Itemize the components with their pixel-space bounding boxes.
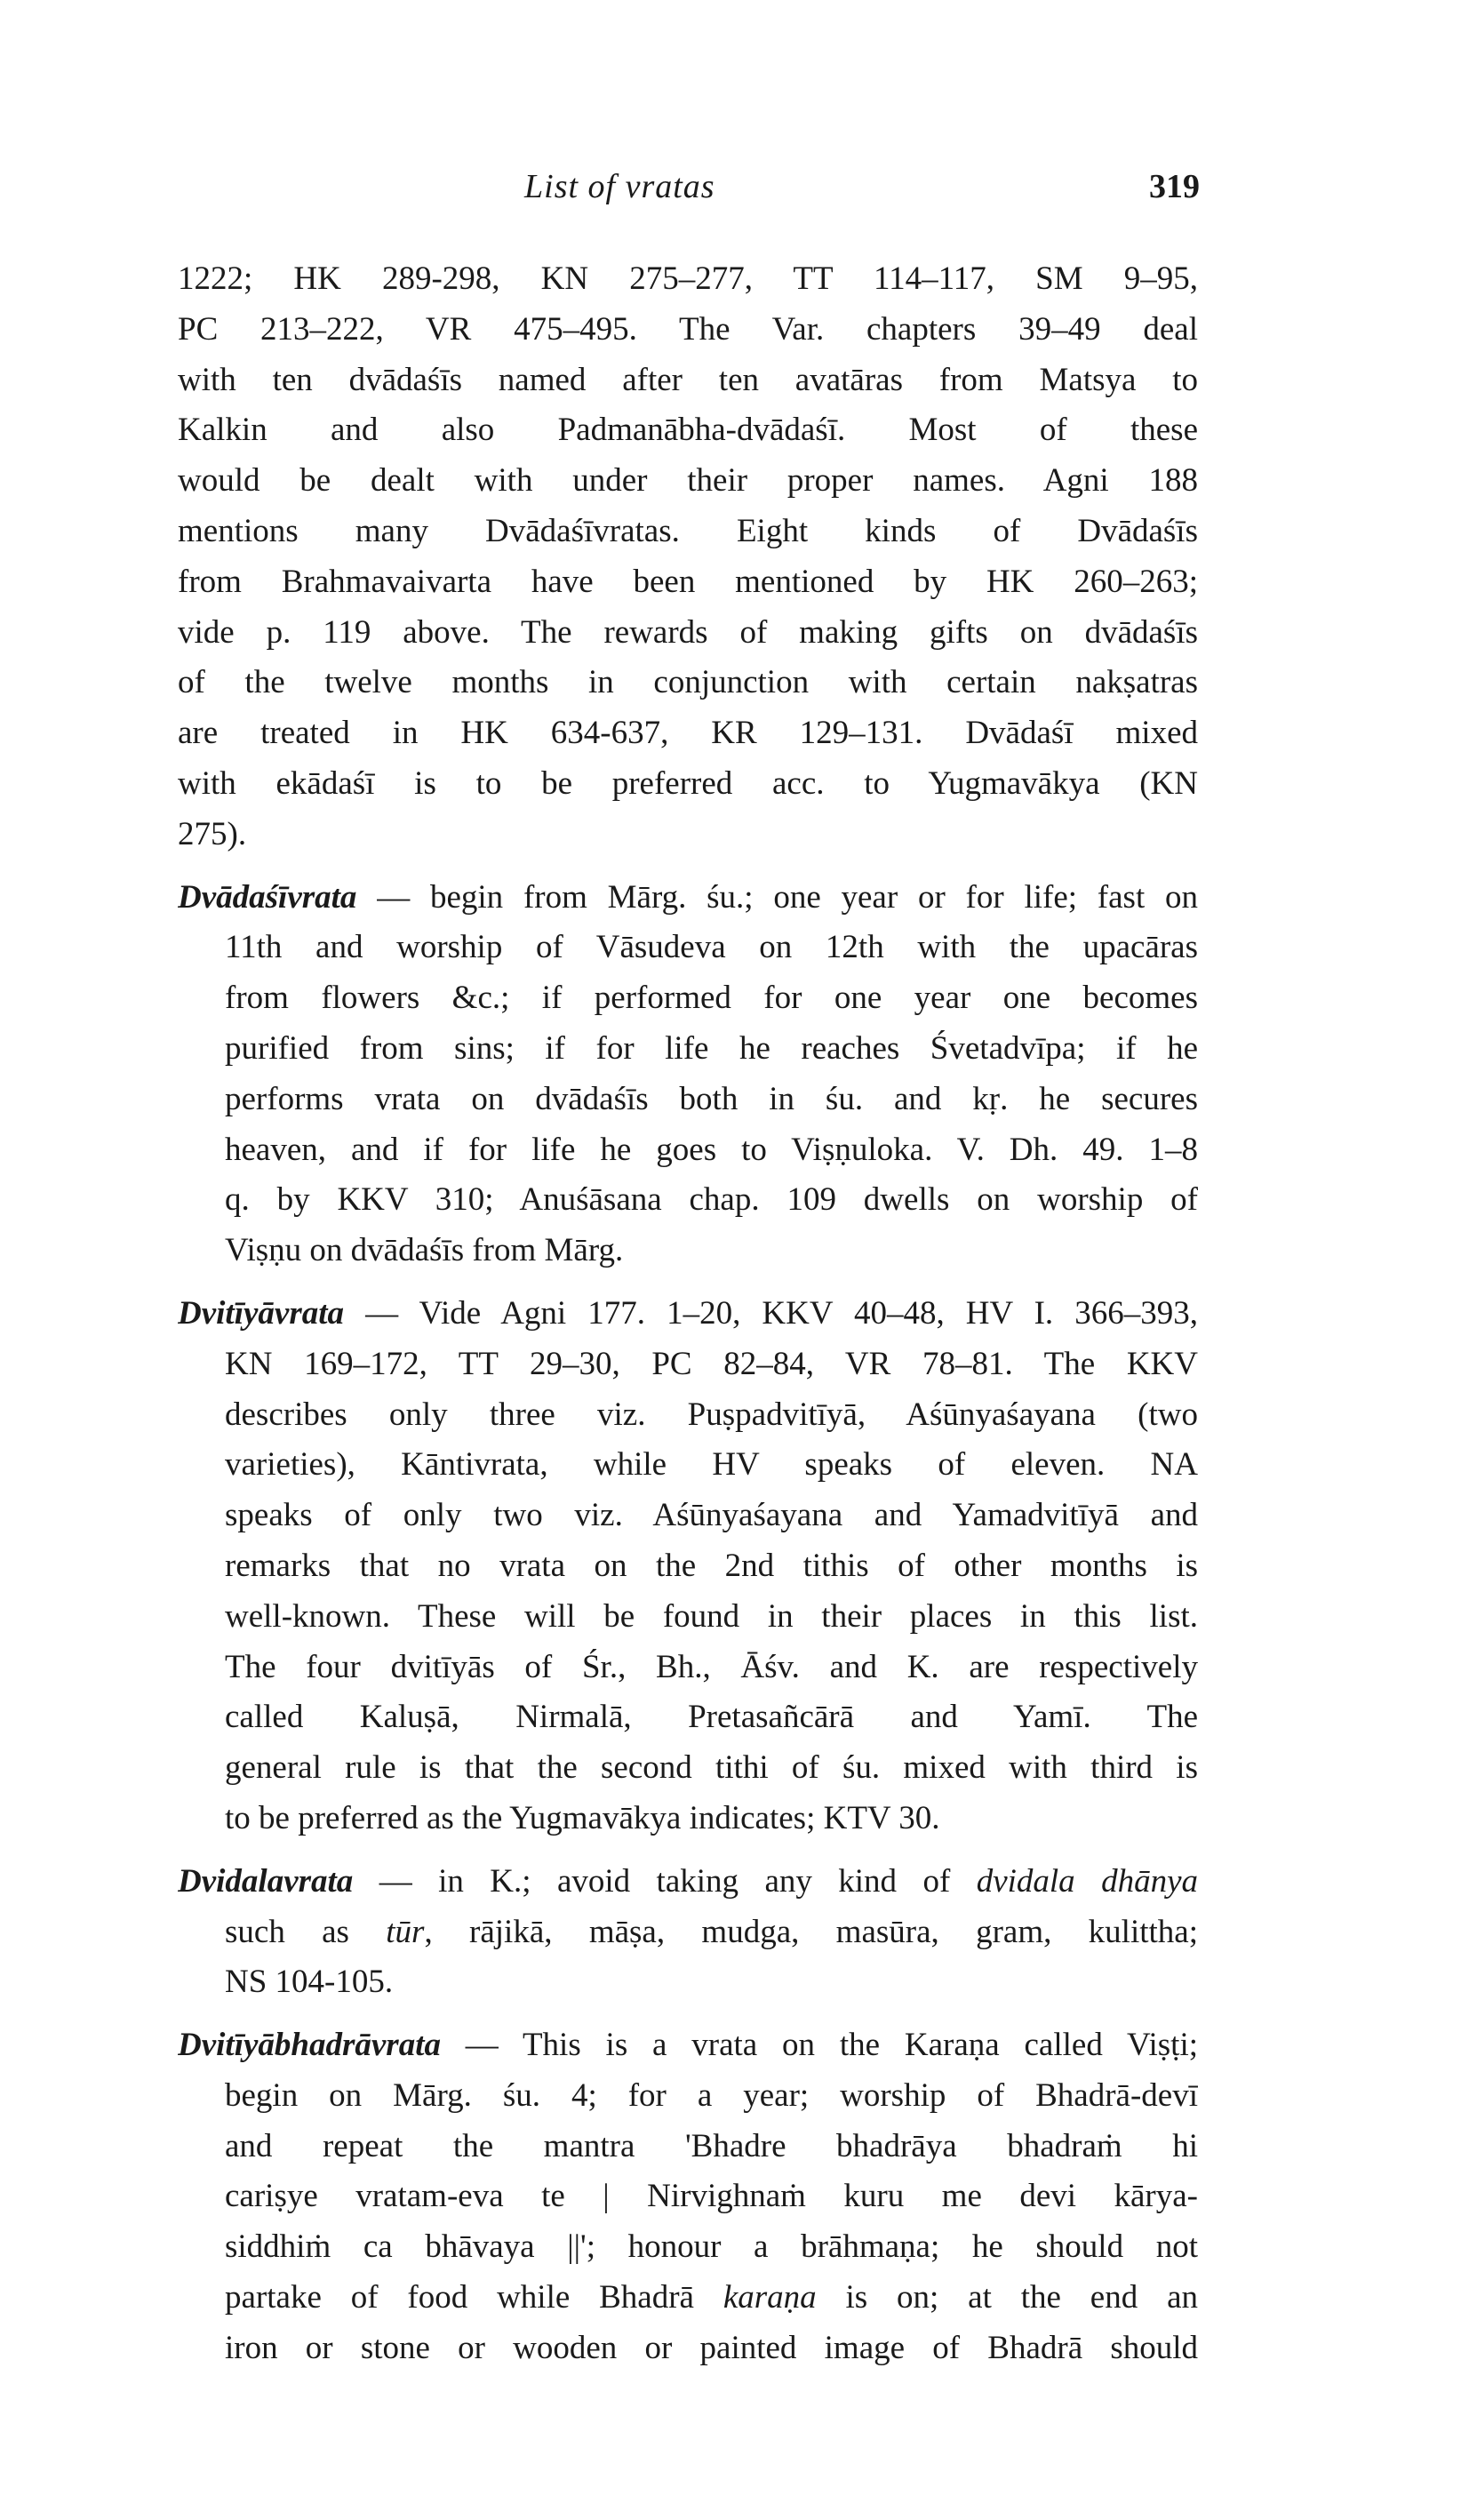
entry-headword: Dvitīyābhadrāvrata <box>178 2027 441 2064</box>
text-line: describes only three viz. Puṣpadvitīyā, Aśūnyaśayana (two <box>225 1396 1198 1433</box>
text-line: Kalkin and also Padmanābha-dvādaśī. Most of these <box>178 412 1198 449</box>
text-line: iron or stone or wooden or painted image of Bhadrā should <box>225 2329 1198 2366</box>
body-text <box>178 254 1198 2374</box>
text-line: performs vrata on dvādaśīs both in śu. and kṛ. he secures <box>225 1080 1198 1117</box>
text-line: heaven, and if for life he goes to Viṣṇuloka. V. Dh. 49. 1–8 <box>225 1131 1198 1168</box>
entry-headword: Dvitīyāvrata <box>178 1294 345 1332</box>
entry-text: partake of food while Bhadrā <box>225 2279 723 2316</box>
entry-italic-term: dvidala dhānya <box>976 1862 1198 1900</box>
text-line: 1222; HK 289-298, KN 275–277, TT 114–117, SM 9–95, <box>178 260 1198 297</box>
text-line: q. by KKV 310; Anuśāsana chap. 109 dwells on worship of <box>225 1181 1198 1219</box>
entry-text: — begin from Mārg. śu.; one year or for life; fast on <box>356 878 1198 916</box>
text-line: general rule is that the second tithi of śu. mixed with third is <box>225 1749 1198 1787</box>
text-line: called Kaluṣā, Nirmalā, Pretasañcārā and Yamī. The <box>225 1699 1198 1736</box>
entry-dvitiyabhadravrata <box>178 2020 1198 2374</box>
text-line: mentions many Dvādaśīvratas. Eight kinds of Dvādaśīs <box>178 512 1198 549</box>
text-line: varieties), Kāntivrata, while HV speaks of eleven. NA <box>225 1446 1198 1484</box>
text-line: with ekādaśī is to be preferred acc. to Yugmavākya (KN <box>178 764 1198 802</box>
entry-text: — This is a vrata on the Karaṇa called Viṣṭi; <box>440 2027 1198 2064</box>
text-line: from Brahmavaivarta have been mentioned by HK 260–263; <box>178 563 1198 600</box>
entry-text: is on; at the end an <box>816 2279 1198 2316</box>
text-line: are treated in HK 634-637, KR 129–131. Dvādaśī mixed <box>178 715 1198 752</box>
text-line: speaks of only two viz. Aśūnyaśayana and Yamadvitīyā and <box>225 1497 1198 1534</box>
entry-first-line <box>178 1857 1198 1908</box>
text-line: would be dealt with under their proper names. Agni 188 <box>178 462 1198 500</box>
text-line: vide p. 119 above. The rewards of making gifts on dvādaśīs <box>178 613 1198 651</box>
text-line: remarks that no vrata on the 2nd tithis of other months is <box>225 1547 1198 1584</box>
text-line: 275). <box>178 815 247 852</box>
text-line: with ten dvādaśīs named after ten avatāras from Matsya to <box>178 361 1198 398</box>
entry-first-line <box>178 2020 1198 2071</box>
entry-italic-term: karaṇa <box>723 2279 817 2316</box>
entry-first-line <box>178 1289 1198 1340</box>
text-line <box>178 1908 1198 1958</box>
text-line: Viṣṇu on dvādaśīs from Mārg. <box>225 1232 624 1269</box>
entry-italic-term: tūr <box>386 1913 425 1950</box>
entry-dvadasivrata <box>178 873 1198 1276</box>
entry-dvidalavrata <box>178 1857 1198 2008</box>
intro-paragraph <box>178 254 1198 860</box>
page-number: 319 <box>1149 168 1200 205</box>
entry-headword: Dvidalavrata <box>178 1862 354 1900</box>
text-line: and repeat the mantra 'Bhadre bhadrāya bhadraṁ hi <box>225 2127 1198 2164</box>
text-line: cariṣye vratam-eva te | Nirvighnaṁ kuru me devi kārya- <box>225 2178 1198 2215</box>
text-line: from flowers &c.; if performed for one year one becomes <box>225 980 1198 1017</box>
text-line: purified from sins; if for life he reaches Śvetadvīpa; if he <box>225 1029 1198 1067</box>
text-line: NS 104-105. <box>225 1964 394 2001</box>
text-line: KN 169–172, TT 29–30, PC 82–84, VR 78–81. The KKV <box>225 1345 1198 1382</box>
text-line <box>178 2273 1198 2324</box>
entry-text: , rājikā, māṣa, mudga, masūra, gram, kulittha; <box>424 1913 1198 1950</box>
text-line: PC 213–222, VR 475–495. The Var. chapters 39–49 deal <box>178 310 1198 348</box>
text-line: 11th and worship of Vāsudeva on 12th with the upacāras <box>225 929 1198 966</box>
running-head <box>178 167 1200 220</box>
text-line: to be preferred as the Yugmavākya indicates; KTV 30. <box>225 1799 940 1836</box>
entry-text: — in K.; avoid taking any kind of <box>353 1862 977 1900</box>
entry-dvitiyavrata <box>178 1289 1198 1844</box>
running-title: List of vratas <box>524 168 715 205</box>
text-line: of the twelve months in conjunction with certain nakṣatras <box>178 664 1198 701</box>
entry-first-line <box>178 873 1198 924</box>
text-line: well-known. These will be found in their places in this list. <box>225 1597 1198 1635</box>
entry-text: such as <box>225 1913 387 1950</box>
text-line: The four dvitīyās of Śr., Bh., Āśv. and K. are respectively <box>225 1648 1198 1685</box>
text-line: siddhiṁ ca bhāvaya ||'; honour a brāhmaṇa; he should not <box>225 2228 1198 2266</box>
text-line: begin on Mārg. śu. 4; for a year; worship of Bhadrā-devī <box>225 2076 1198 2114</box>
entry-text: — Vide Agni 177. 1–20, KKV 40–48, HV I. 366–393, <box>344 1294 1198 1332</box>
entry-headword: Dvādaśīvrata <box>178 878 357 916</box>
